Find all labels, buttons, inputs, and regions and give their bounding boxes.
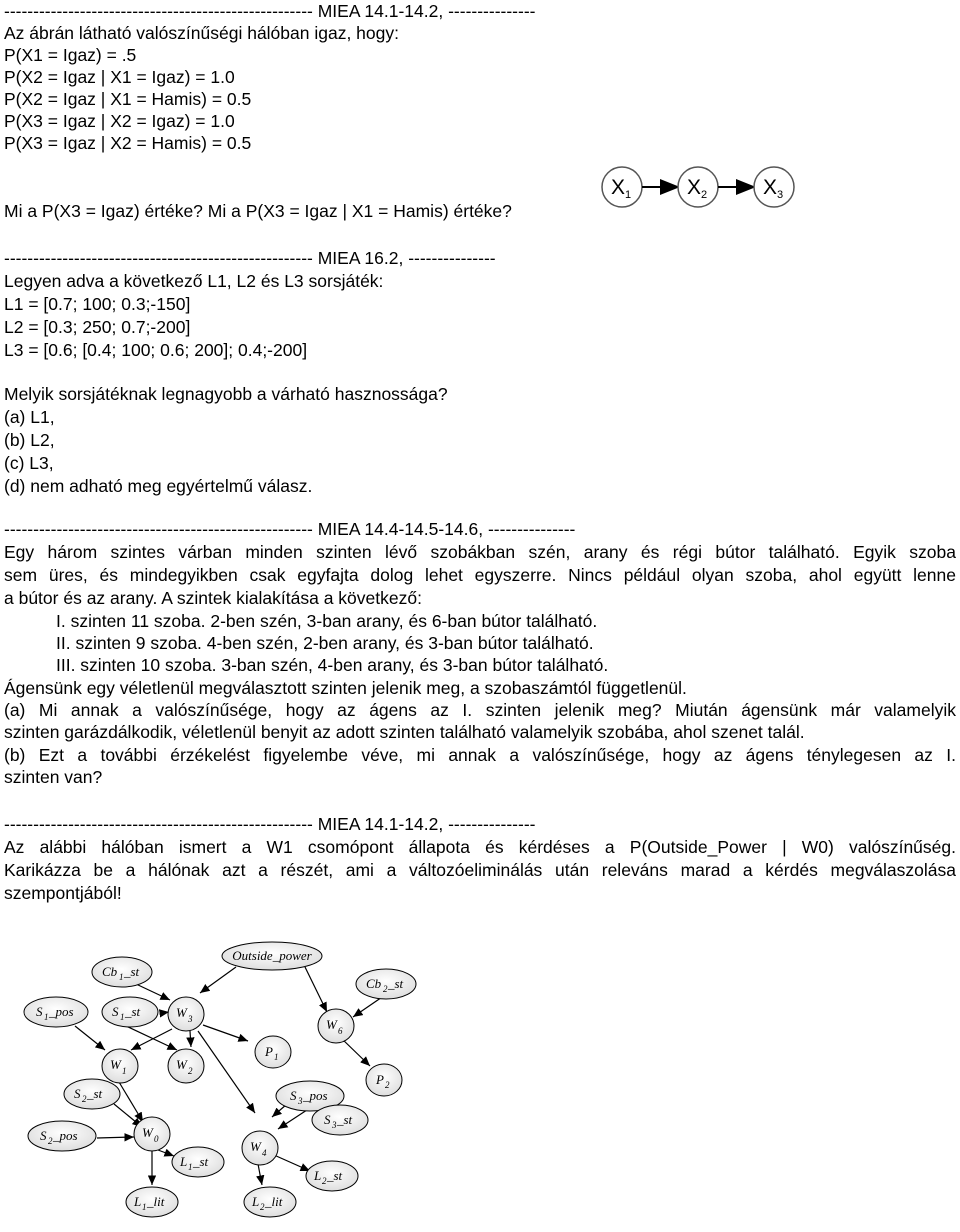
- node-s2-st: [64, 1079, 120, 1109]
- svg-text:Cb: Cb: [102, 964, 118, 979]
- option-line: (c) L3,: [4, 453, 54, 473]
- section2-question: Melyik sorsjátéknak legnagyobb a várható hasznossága?: [4, 384, 448, 404]
- level-line: I. szinten 11 szoba. 2-ben szén, 3-ban arany, és 6-ban bútor található.: [56, 611, 598, 631]
- svg-text:2: 2: [322, 1176, 327, 1186]
- svg-text:1: 1: [625, 189, 632, 201]
- node-w0: [134, 1117, 170, 1151]
- prob-line: P(X3 = Igaz | X2 = Hamis) = 0.5: [4, 133, 252, 153]
- chain-node-x1: [602, 167, 642, 207]
- paragraph-line: szempontjából!: [4, 883, 122, 903]
- svg-text:_pos: _pos: [53, 1128, 78, 1143]
- option-line: (a) L1,: [4, 407, 55, 427]
- svg-text:0: 0: [154, 1134, 159, 1144]
- svg-text:3: 3: [777, 189, 784, 201]
- node-l1-lit: [126, 1187, 178, 1217]
- node-cb1-st: [92, 957, 152, 987]
- question-a-line: szinten garázdálkodik, véletlenül benyit az adott szinten található valamelyik szobába, ahol szenet talál.: [4, 722, 805, 742]
- svg-text:3: 3: [188, 1014, 193, 1024]
- node-w1: [102, 1049, 138, 1083]
- section1-question: Mi a P(X3 = Igaz) értéke? Mi a P(X3 = Igaz | X1 = Hamis) értéke?: [4, 201, 512, 221]
- option-line: (d) nem adható meg egyértelmű válasz.: [4, 476, 313, 496]
- svg-text:1: 1: [44, 1012, 49, 1022]
- paragraph-line: Karikázza be a hálónak azt a részét, ami a változóeliminálás után releváns marad a kérdés megválaszolása: [4, 860, 956, 880]
- prob-line: P(X2 = Igaz | X1 = Igaz) = 1.0: [4, 67, 235, 87]
- svg-text:_st: _st: [125, 1004, 141, 1019]
- svg-text:1: 1: [120, 1012, 125, 1022]
- svg-text:3: 3: [298, 1096, 303, 1106]
- svg-text:Cb: Cb: [366, 976, 382, 991]
- svg-text:_pos: _pos: [303, 1088, 328, 1103]
- node-s1-st: [102, 997, 158, 1027]
- svg-text:W: W: [326, 1017, 337, 1032]
- svg-text:_st: _st: [388, 976, 404, 991]
- svg-text:S: S: [112, 1004, 119, 1019]
- chain-node-x2: [678, 167, 718, 207]
- svg-text:3: 3: [332, 1120, 337, 1130]
- svg-text:W: W: [142, 1125, 153, 1140]
- prob-line: P(X1 = Igaz) = .5: [4, 45, 137, 65]
- svg-text:P: P: [265, 1044, 273, 1059]
- svg-text:_st: _st: [124, 964, 140, 979]
- question-b-line: szinten van?: [4, 767, 103, 787]
- svg-text:S: S: [40, 1128, 47, 1143]
- node-p2: [366, 1064, 402, 1096]
- svg-text:_st: _st: [337, 1112, 353, 1127]
- svg-text:W: W: [110, 1057, 121, 1072]
- section2-intro: Legyen adva a következő L1, L2 és L3 sorsjáték:: [4, 271, 384, 291]
- node-l1-st: [172, 1147, 224, 1177]
- svg-text:W: W: [176, 1005, 187, 1020]
- svg-text:X: X: [763, 176, 778, 199]
- svg-text:W: W: [250, 1139, 261, 1154]
- chain-node-x3: [754, 167, 794, 207]
- svg-text:2: 2: [385, 1080, 390, 1090]
- node-w4: [242, 1131, 278, 1165]
- svg-text:2: 2: [188, 1066, 193, 1076]
- node-s1-pos: [24, 997, 88, 1027]
- svg-text:P: P: [376, 1072, 384, 1087]
- svg-text:Outside_power: Outside_power: [232, 948, 312, 963]
- node-outside-power: [222, 942, 322, 970]
- svg-text:L: L: [180, 1154, 188, 1169]
- lottery-line: L3 = [0.6; [0.4; 100; 0.6; 200]; 0.4;-200]: [4, 340, 308, 360]
- question-b-line: (b) Ezt a további érzékelést figyelembe véve, mi annak a valószínűsége, hogy az ágens ténylegesen az I.: [4, 745, 956, 765]
- svg-text:_st: _st: [193, 1154, 209, 1169]
- svg-text:1: 1: [188, 1162, 193, 1172]
- svg-text:4: 4: [262, 1148, 267, 1158]
- svg-text:_pos: _pos: [49, 1004, 74, 1019]
- svg-text:S: S: [74, 1086, 81, 1101]
- svg-text:_st: _st: [327, 1168, 343, 1183]
- node-w2: [168, 1049, 204, 1083]
- node-w3: [168, 997, 204, 1031]
- option-line: (b) L2,: [4, 430, 55, 450]
- node-cb2-st: [356, 969, 416, 999]
- prob-line: P(X3 = Igaz | X2 = Igaz) = 1.0: [4, 111, 235, 131]
- svg-text:1: 1: [122, 1066, 127, 1076]
- section3-separator: ----------------------------------------------------- MIEA 14.4-14.5-14.6, ---------------: [4, 519, 576, 539]
- section1-separator: ----------------------------------------------------- MIEA 14.1-14.2, ---------------: [4, 1, 536, 21]
- section1-intro: Az ábrán látható valószínűségi hálóban igaz, hogy:: [4, 23, 399, 43]
- node-s3-st: [312, 1105, 368, 1135]
- prob-line: P(X2 = Igaz | X1 = Hamis) = 0.5: [4, 89, 252, 109]
- svg-text:6: 6: [338, 1026, 343, 1036]
- section4-separator: ----------------------------------------------------- MIEA 14.1-14.2, ---------------: [4, 814, 536, 834]
- node-w6: [318, 1009, 354, 1043]
- paragraph-line: sem üres, és mindegyikben csak egyfajta dolog lehet egyszerre. Nincs például olyan szoba, ahol együtt lenne: [4, 565, 956, 585]
- level-line: II. szinten 9 szoba. 4-ben szén, 2-ben arany, és 3-ban bútor található.: [56, 633, 594, 653]
- lottery-line: L2 = [0.3; 250; 0.7;-200]: [4, 317, 191, 337]
- node-l2-lit: [244, 1187, 296, 1217]
- paragraph-line: Egy három szintes várban minden szinten lévő szobákban szén, arany és régi bútor található. Egyik szoba: [4, 542, 956, 562]
- question-a-line: (a) Mi annak a valószínűsége, hogy az ágens az I. szinten jelenik meg? Miután ágensünk már valamelyik: [4, 700, 956, 720]
- level-line: III. szinten 10 szoba. 3-ban szén, 4-ben arany, és 3-ban bútor található.: [56, 655, 609, 675]
- svg-text:S: S: [36, 1004, 43, 1019]
- belief-network-diagram: [0, 930, 960, 1230]
- svg-text:X: X: [687, 176, 702, 199]
- svg-text:W: W: [176, 1057, 187, 1072]
- svg-text:_lit: _lit: [147, 1194, 165, 1209]
- section2-separator: ----------------------------------------------------- MIEA 16.2, ---------------: [4, 248, 496, 268]
- svg-text:S: S: [290, 1088, 297, 1103]
- svg-text:L: L: [134, 1194, 142, 1209]
- svg-text:1: 1: [142, 1202, 147, 1212]
- chain-diagram: [596, 162, 826, 212]
- lottery-line: L1 = [0.7; 100; 0.3;-150]: [4, 294, 191, 314]
- paragraph-line: a bútor és az arany. A szintek kialakítása a következő:: [4, 588, 422, 608]
- node-p1: [255, 1036, 291, 1068]
- svg-text:2: 2: [48, 1136, 53, 1146]
- svg-text:L: L: [252, 1194, 260, 1209]
- svg-text:L: L: [314, 1168, 322, 1183]
- svg-text:_lit: _lit: [265, 1194, 283, 1209]
- svg-text:S: S: [324, 1112, 331, 1127]
- svg-text:_st: _st: [87, 1086, 103, 1101]
- svg-text:1: 1: [119, 972, 124, 982]
- svg-text:2: 2: [260, 1202, 265, 1212]
- svg-text:2: 2: [82, 1094, 87, 1104]
- svg-text:2: 2: [701, 189, 708, 201]
- node-l2-st: [306, 1161, 358, 1191]
- agent-line: Ágensünk egy véletlenül megválasztott szinten jelenik meg, a szobaszámtól függetlenül.: [4, 678, 687, 698]
- paragraph-line: Az alábbi hálóban ismert a W1 csomópont állapota és kérdéses a P(Outside_Power | W0) valószínűség.: [4, 837, 956, 857]
- svg-text:2: 2: [383, 984, 388, 994]
- node-s2-pos: [28, 1121, 96, 1151]
- svg-text:1: 1: [274, 1052, 279, 1062]
- svg-text:X: X: [611, 176, 626, 199]
